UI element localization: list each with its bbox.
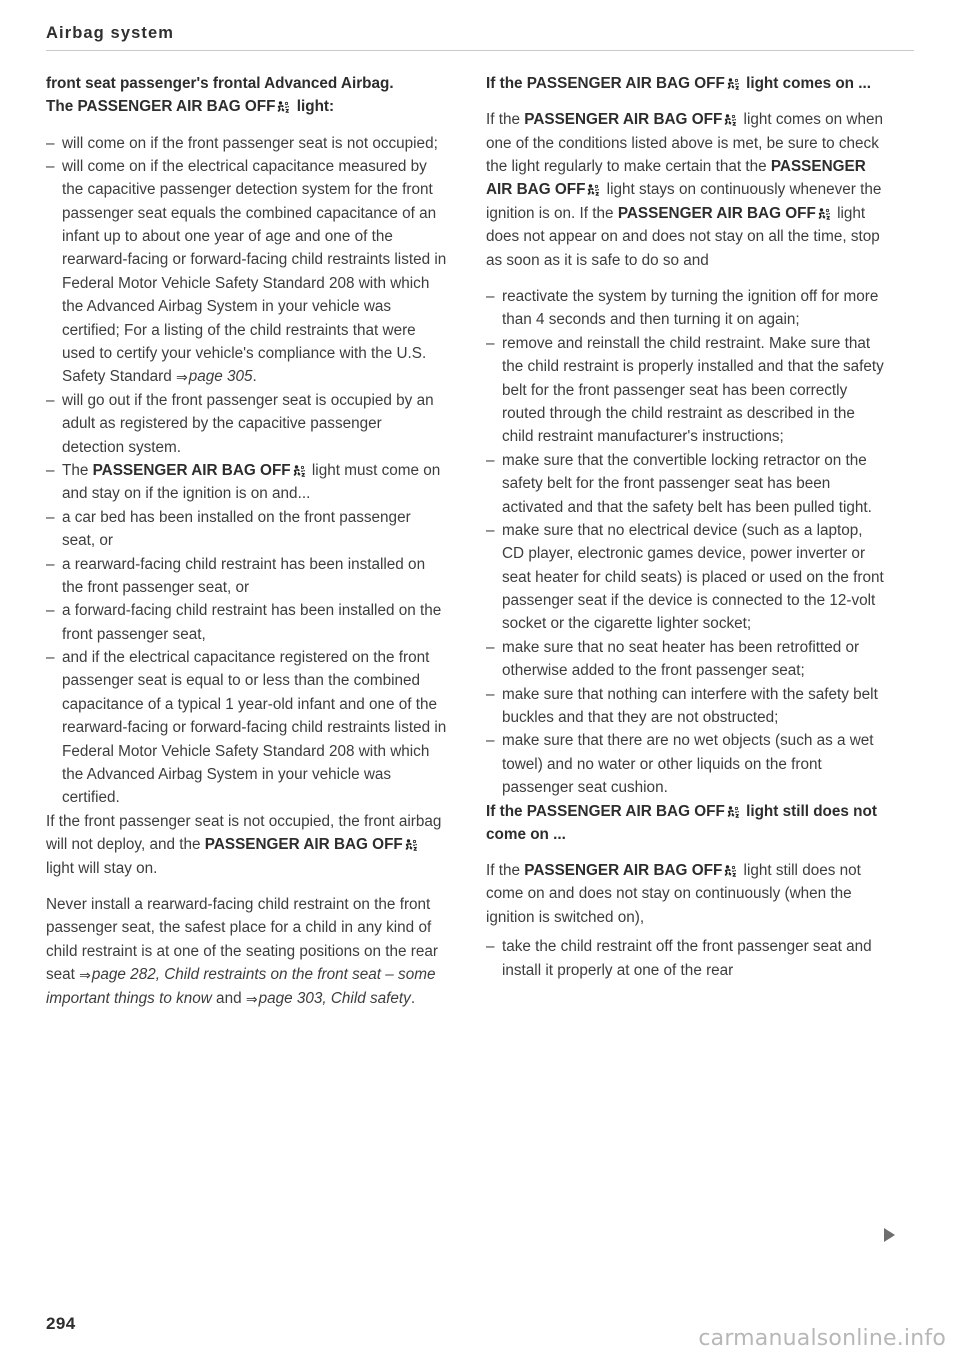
right-heading-1-pre: If the <box>486 75 527 92</box>
right-heading-2-bold: PASSENGER AIR BAG OFF <box>526 802 725 820</box>
never-install-mid: and <box>211 989 246 1007</box>
list-item: – reactivate the system by turning the ignition off for more than 4 seconds and then turning it on again; <box>486 285 888 332</box>
right-para-1-end: light does not appear on and does not stay on all the time, stop as soon as it is safe to do so and <box>486 204 880 269</box>
bullet-must-post: light must come on and stay on if the ignition is on and... <box>62 461 441 503</box>
list-item: – and if the electrical capacitance registered on the front passenger seat is equal to or less than the combined capacitance of a typical 1 year-old infant and one of the rearward-facing or forward-facing child restraints listed in Federal Motor Vehicle Safety Standard 208 with which the Advanced Airbag System in your vehicle was certified. <box>46 646 448 810</box>
right-bullet-list-2 <box>486 935 888 982</box>
list-item <box>46 459 448 506</box>
list-item: – a car bed has been installed on the front passenger seat, or <box>46 506 448 553</box>
passenger-airbag-off-icon <box>723 864 738 878</box>
passenger-airbag-off-icon <box>726 805 741 819</box>
list-item: – make sure that the convertible locking retractor on the safety belt for the front passenger seat has been activated and that the safety belt has been pulled tight. <box>486 449 888 519</box>
right-para-1-bold-1: PASSENGER AIR BAG OFF <box>524 111 723 129</box>
passenger-airbag-off-icon <box>726 77 741 91</box>
left-para-not-occupied-bold: PASSENGER AIR BAG OFF <box>204 836 403 854</box>
right-para-2-pre: If the <box>486 862 525 880</box>
right-heading-light-comes-on <box>486 72 888 95</box>
passenger-airbag-off-icon <box>817 207 832 221</box>
page-title: Airbag system <box>46 24 175 42</box>
left-para-not-occupied <box>46 810 448 880</box>
left-intro-heading-line2-pre: The <box>46 98 78 116</box>
bullet-must-pre: The <box>62 461 93 479</box>
watermark: carmanualsonline.info <box>698 1326 946 1351</box>
header-divider <box>46 50 914 51</box>
left-para-never-install <box>46 893 448 1010</box>
cross-reference-page-305[interactable]: ⇒page 305 <box>176 368 253 385</box>
left-intro-heading <box>46 72 448 119</box>
right-para-1-mid-1: light comes on when one of the conditions listed above is met, be sure to check the light regularly to make certain that the <box>486 111 883 176</box>
xref-305-suffix: . <box>252 368 257 386</box>
list-item: – a forward-facing child restraint has been installed on the front passenger seat, <box>46 599 448 646</box>
right-para-2-bold: PASSENGER AIR BAG OFF <box>524 862 723 880</box>
right-heading-light-still-not-on <box>486 800 888 847</box>
arrow-right-icon: ⇒ <box>175 369 188 386</box>
left-intro-heading-line1: front seat passenger's frontal Advanced Airbag. <box>46 75 394 92</box>
bullet-must-bold: PASSENGER AIR BAG OFF <box>92 461 291 479</box>
list-item: – remove and reinstall the child restraint. Make sure that the child restraint is properly installed and that the safety belt for the front passenger seat has been correctly routed through the child restraint as described in the child restraint manufacturer's instructions; <box>486 332 888 449</box>
right-para-1-bold-3: PASSENGER AIR BAG OFF <box>617 204 816 222</box>
never-install-end: . <box>410 989 416 1007</box>
right-heading-1-bold: PASSENGER AIR BAG OFF <box>526 75 725 92</box>
right-para-1-pre: If the <box>486 111 525 129</box>
list-item: – make sure that no seat heater has been retrofitted or otherwise added to the front passenger seat; <box>486 636 888 683</box>
list-item: – make sure that nothing can interfere with the safety belt buckles and that they are not obstructed; <box>486 683 888 730</box>
right-heading-1-post: light comes on ... <box>741 75 872 92</box>
right-column <box>486 72 888 1023</box>
list-item: – take the child restraint off the front passenger seat and install it properly at one of the rear <box>486 935 888 982</box>
right-para-1-bold-2: PASSENGER AIR BAG OFF <box>486 158 866 199</box>
right-para-2 <box>486 859 888 929</box>
page-columns <box>46 72 914 1023</box>
list-item: – will come on if the front passenger seat is not occupied; <box>46 132 448 155</box>
list-item: – a rearward-facing child restraint has been installed on the front passenger seat, or <box>46 553 448 600</box>
right-para-1 <box>486 108 888 272</box>
passenger-airbag-off-icon <box>292 464 307 478</box>
left-intro-heading-line2-bold: PASSENGER AIR BAG OFF <box>77 98 276 116</box>
right-heading-2-pre: If the <box>486 802 527 820</box>
never-install-italic-title: Child restraints on the front seat – some important things to know <box>46 966 436 1007</box>
passenger-airbag-off-icon <box>404 838 419 852</box>
right-heading-2-post: light still does not come on ... <box>486 802 877 843</box>
list-item: – will go out if the front passenger seat is occupied by an adult as registered by the capacitive passenger detection system. <box>46 389 448 459</box>
left-intro-heading-line2-post: light: <box>292 98 335 116</box>
left-para-not-occupied-pre: If the front passenger seat is not occupied, the front airbag will not deploy, and the <box>46 812 442 854</box>
page-number: 294 <box>46 1314 76 1333</box>
passenger-airbag-off-icon <box>586 183 601 197</box>
right-para-2-post: light still does not come on and does not stay on continuously (when the ignition is switched on), <box>486 862 861 926</box>
cross-reference-page-282[interactable]: ⇒page 282, <box>79 966 160 983</box>
left-column <box>46 72 448 1023</box>
list-item <box>46 155 448 389</box>
passenger-airbag-off-icon <box>276 100 291 114</box>
arrow-right-icon: ⇒ <box>79 967 91 984</box>
right-bullet-list-1 <box>486 285 888 800</box>
left-para-not-occupied-post: light will stay on. <box>46 859 158 877</box>
never-install-text-1: Never install a rearward-facing child restraint on the front passenger seat, the safest place for a child in any kind of child restraint is at one of the seating positions on the rear seat <box>46 896 438 984</box>
left-bullet-list-1 <box>46 132 448 810</box>
list-item-text: will come on if the electrical capacitance measured by the capacitive passenger detection system for the front passenger seat equals the combined capacitance of an infant up to about one year of age and one of the rearward-facing or forward-facing child restraints listed in Federal Motor Vehicle Safety Standard 208 with which the Advanced Airbag System in your vehicle was certified; For a listing of the child restraints that were used to certify your vehicle's compliance with the U.S. Safety Standard <box>62 157 447 386</box>
list-item: – make sure that no electrical device (such as a laptop, CD player, electronic games device, power inverter or seat heater for child seats) is placed or used on the front passenger seat if the device is connected to the 12-volt socket or the cigarette lighter socket; <box>486 519 888 636</box>
passenger-airbag-off-icon <box>723 113 738 127</box>
cross-reference-page-303[interactable]: ⇒page 303, Child safety <box>246 990 411 1007</box>
continuation-arrow-icon <box>884 1228 895 1242</box>
arrow-right-icon: ⇒ <box>245 990 258 1007</box>
page-header <box>46 24 914 51</box>
list-item: – make sure that there are no wet objects (such as a wet towel) and no water or other liquids on the front passenger seat cushion. <box>486 729 888 799</box>
right-para-1-mid-2: light stays on continuously whenever the ignition is on. If the <box>486 181 882 222</box>
